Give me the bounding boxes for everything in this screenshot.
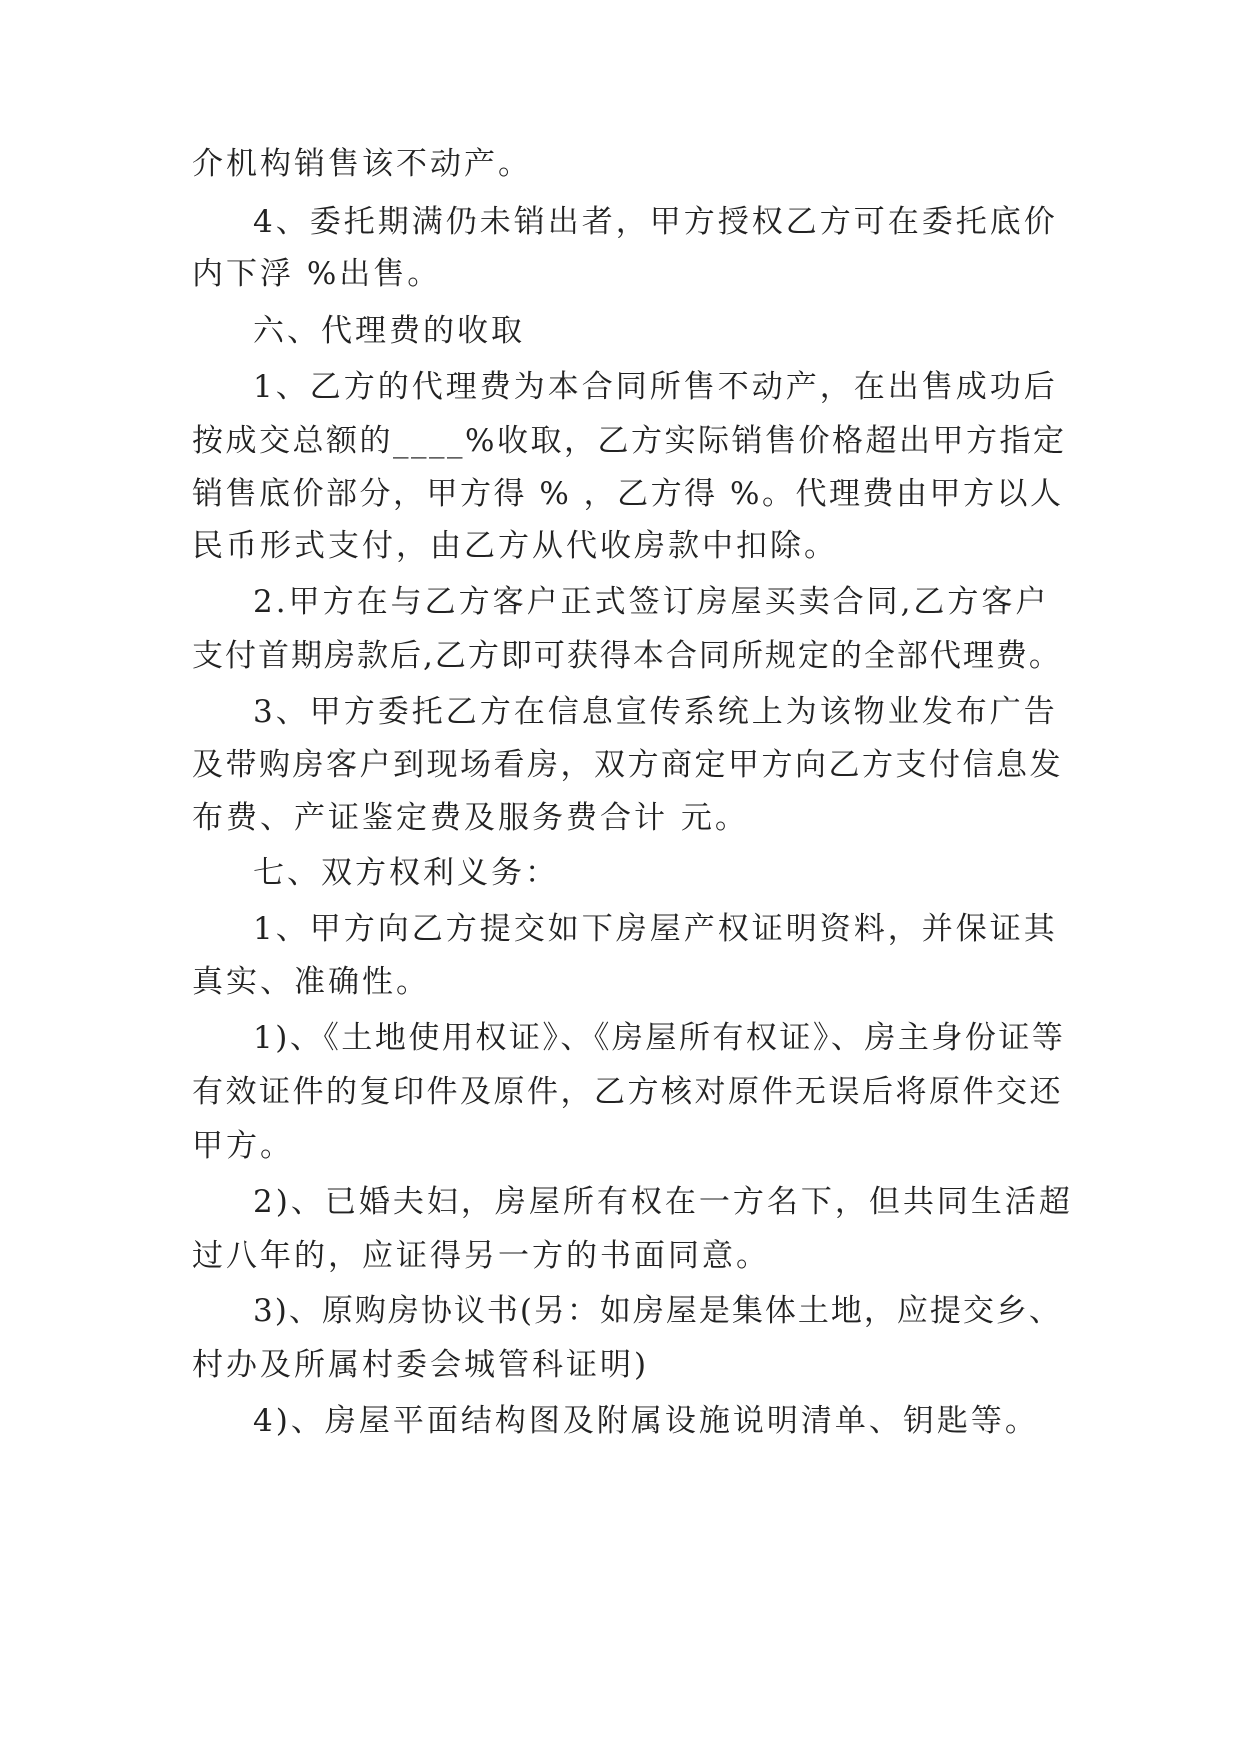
text-line: 1、乙方的代理费为本合同所售不动产，在出售成功后 <box>253 369 1058 405</box>
text-line: 按成交总额的____%收取，乙方实际销售价格超出甲方指定 <box>192 423 1067 459</box>
text-line: 内下浮 %出售。 <box>192 256 442 292</box>
text-line: 1、甲方向乙方提交如下房屋产权证明资料，并保证其 <box>253 911 1058 947</box>
text-line: 2.甲方在与乙方客户正式签订房屋买卖合同,乙方客户 <box>253 584 1050 620</box>
text-line: 销售底价部分，甲方得 % ，乙方得 %。代理费由甲方以人 <box>192 476 1064 512</box>
text-line: 3)、原购房协议书(另：如房屋是集体土地，应提交乡、 <box>253 1293 1062 1329</box>
text-line: 民币形式支付，由乙方从代收房款中扣除。 <box>192 528 838 564</box>
text-line: 1)、《土地使用权证》、《房屋所有权证》、房主身份证等 <box>253 1020 1066 1056</box>
section-heading: 六、代理费的收取 <box>253 313 525 349</box>
text-line: 支付首期房款后,乙方即可获得本合同所规定的全部代理费。 <box>192 638 1062 674</box>
text-line: 2)、已婚夫妇，房屋所有权在一方名下，但共同生活超 <box>253 1184 1073 1220</box>
text-line: 3、甲方委托乙方在信息宣传系统上为该物业发布广告 <box>253 694 1058 730</box>
section-heading: 七、双方权利义务： <box>253 855 559 891</box>
text-line: 过八年的，应证得另一方的书面同意。 <box>192 1238 770 1274</box>
text-line: 真实、准确性。 <box>192 964 430 1000</box>
text-line: 4、委托期满仍未销出者，甲方授权乙方可在委托底价 <box>253 204 1058 240</box>
text-line: 村办及所属村委会城管科证明) <box>192 1347 650 1383</box>
text-line: 及带购房客户到现场看房，双方商定甲方向乙方支付信息发 <box>192 747 1063 783</box>
text-line: 甲方。 <box>192 1128 294 1164</box>
text-line: 4)、房屋平面结构图及附属设施说明清单、钥匙等。 <box>253 1403 1039 1439</box>
text-line: 布费、产证鉴定费及服务费合计 元。 <box>192 800 749 836</box>
text-line: 有效证件的复印件及原件，乙方核对原件无误后将原件交还 <box>192 1074 1063 1110</box>
text-line: 介机构销售该不动产。 <box>192 146 532 182</box>
